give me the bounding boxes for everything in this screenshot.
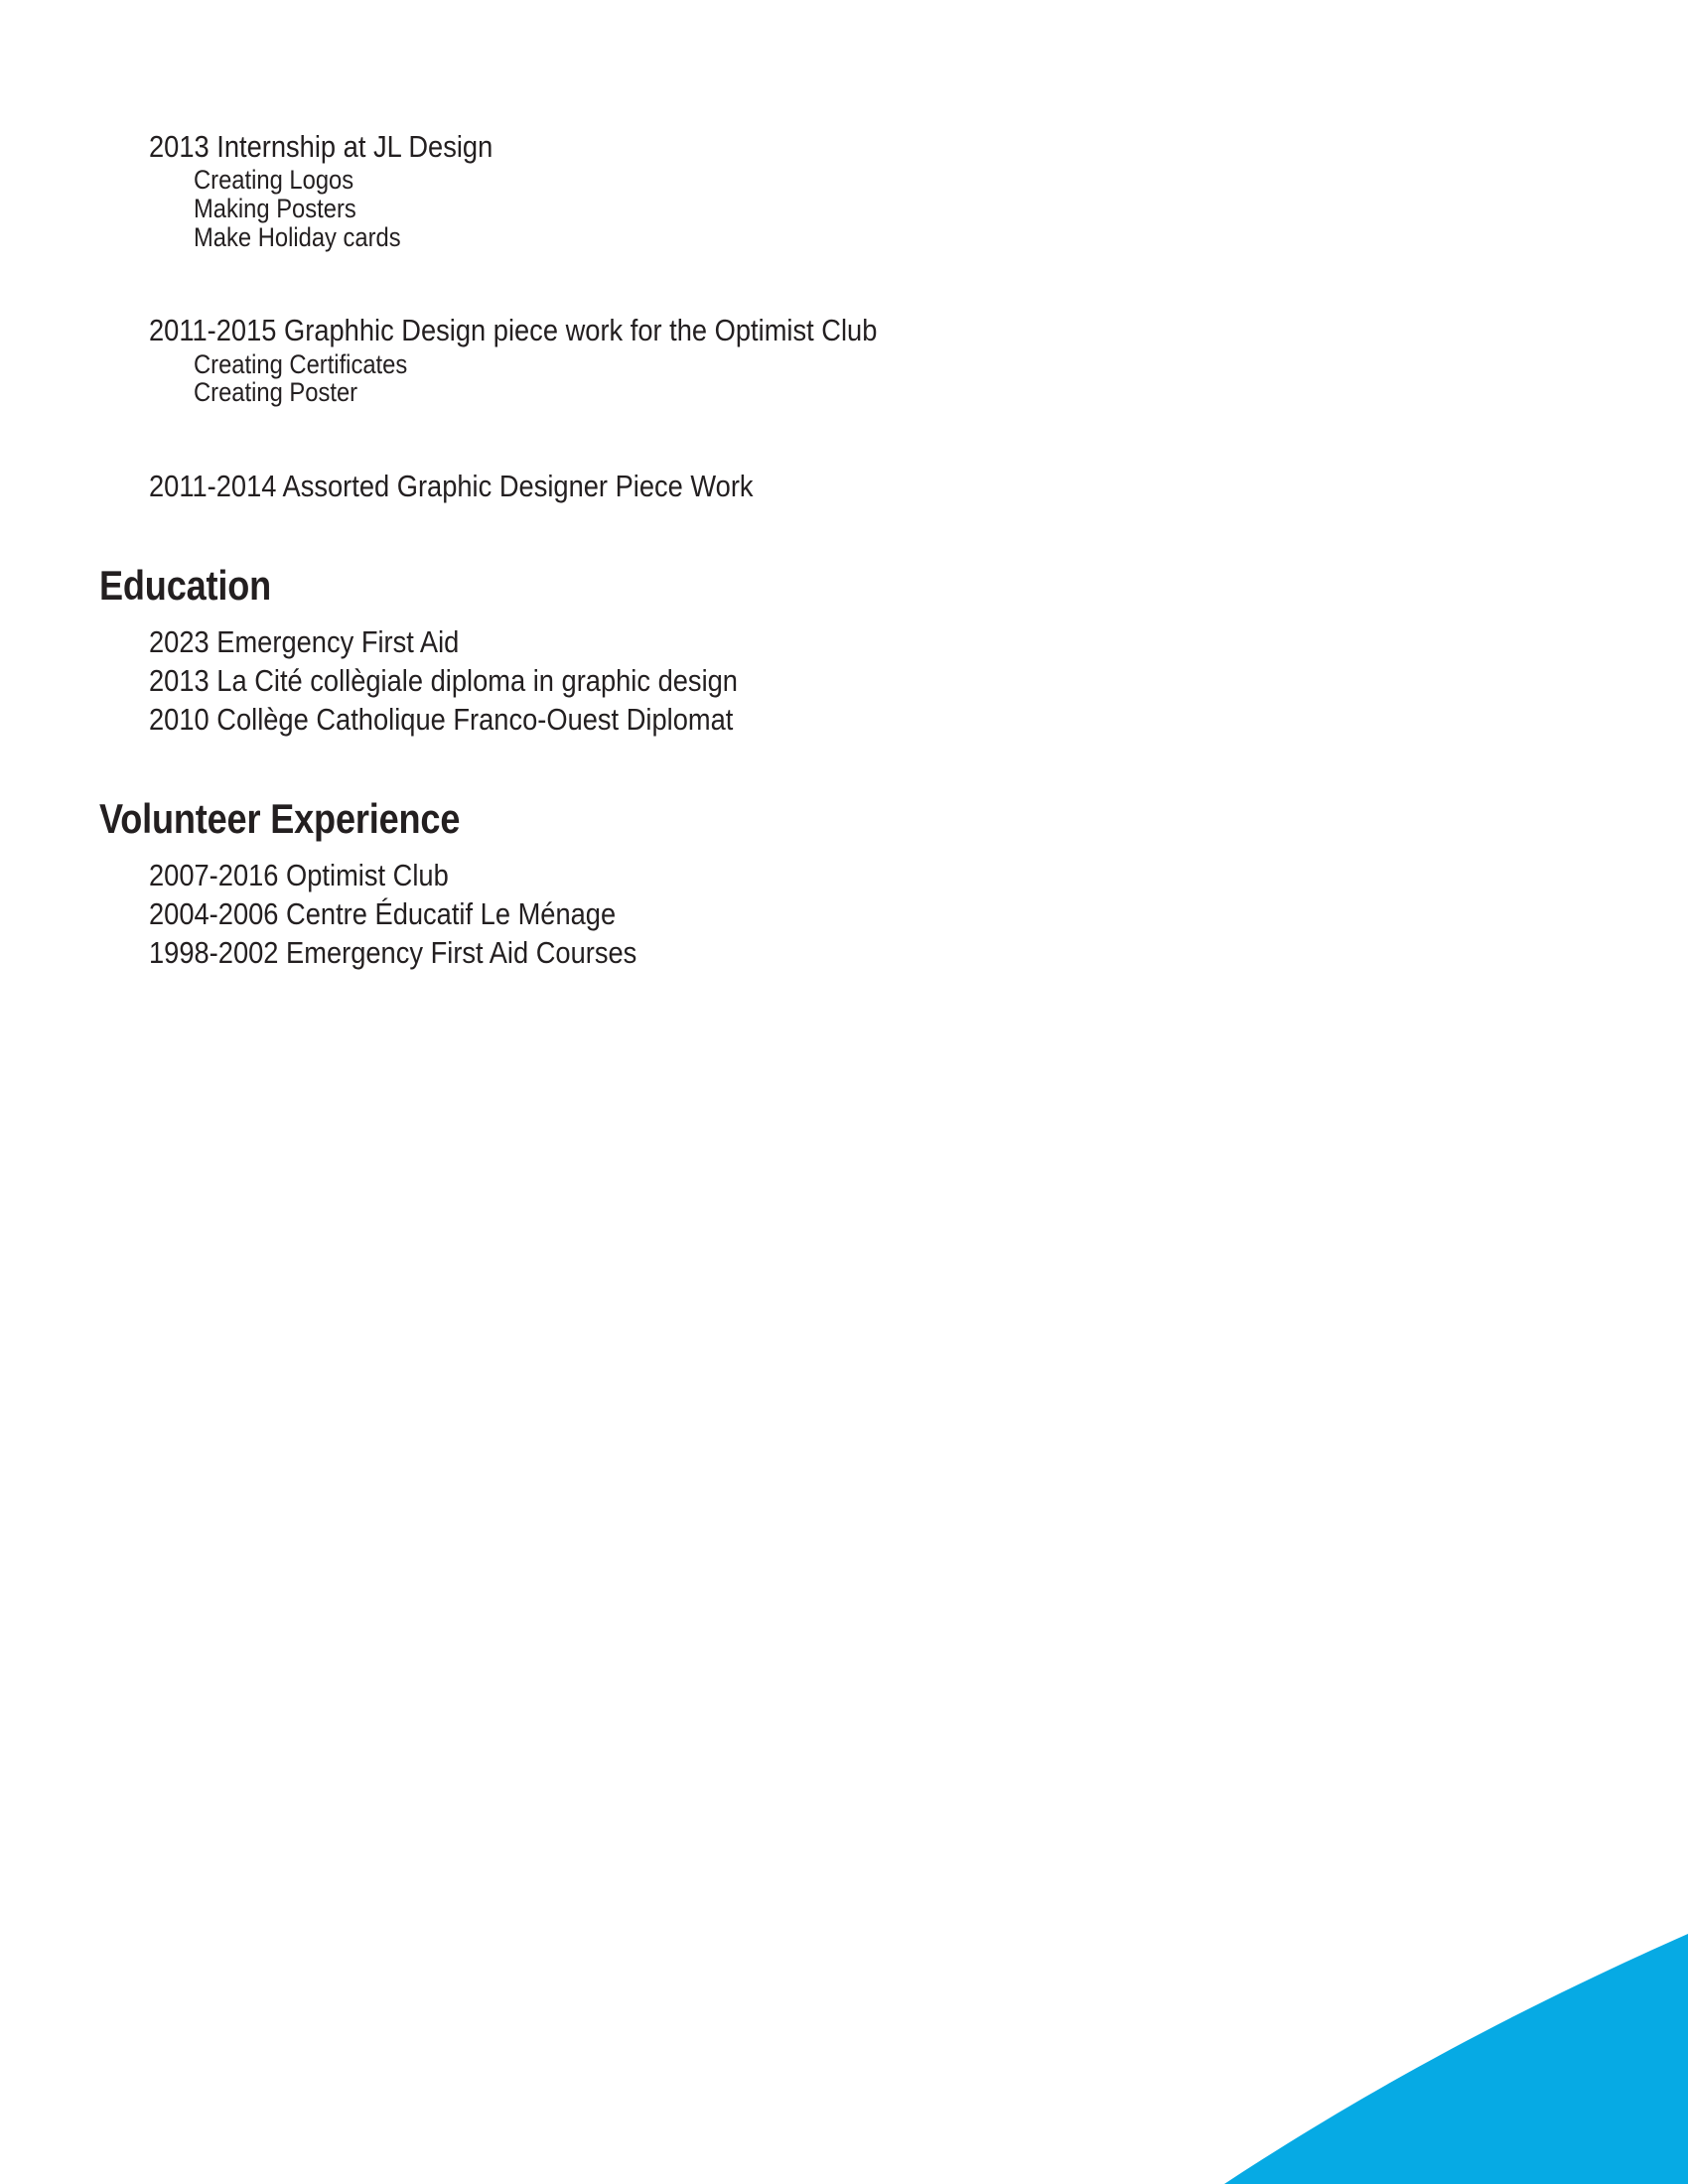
experience-entry-bullets [149, 166, 1688, 251]
section-spacer [0, 739, 1688, 798]
swoosh-shape [1224, 1934, 1688, 2184]
education-section [0, 562, 1688, 739]
experience-entry [149, 127, 1688, 251]
volunteer-item: 2004-2006 Centre Éducatif Le Ménage [149, 896, 617, 932]
experience-entry-title: 2011-2015 Graphhic Design piece work for the Optimist Club [149, 313, 878, 348]
volunteer-heading: Volunteer Experience [99, 795, 461, 843]
volunteer-section [0, 795, 1688, 972]
education-heading: Education [99, 562, 272, 610]
entry-spacer [0, 251, 1688, 311]
document-body [0, 0, 1688, 972]
experience-entry [149, 311, 1688, 407]
education-item: 2023 Emergency First Aid [149, 624, 460, 660]
entry-spacer [0, 407, 1688, 467]
section-spacer [0, 505, 1688, 565]
experience-bullet: Creating Logos [194, 165, 354, 196]
experience-section [0, 127, 1688, 505]
education-item: 2013 La Cité collègiale diploma in graphic design [149, 663, 738, 699]
experience-bullet: Making Posters [194, 193, 356, 223]
experience-entry-title: 2013 Internship at JL Design [149, 129, 493, 164]
experience-bullet: Make Holiday cards [194, 221, 401, 252]
volunteer-item: 1998-2002 Emergency First Aid Courses [149, 935, 637, 971]
experience-entry-title: 2011-2014 Assorted Graphic Designer Piece Work [149, 468, 754, 503]
experience-entry [149, 467, 1688, 505]
experience-entry-bullets [149, 350, 1688, 407]
volunteer-item: 2007-2016 Optimist Club [149, 858, 449, 893]
education-item: 2010 Collège Catholique Franco-Ouest Diplomat [149, 702, 734, 738]
experience-bullet: Creating Poster [194, 377, 358, 408]
experience-bullet: Creating Certificates [194, 348, 408, 379]
